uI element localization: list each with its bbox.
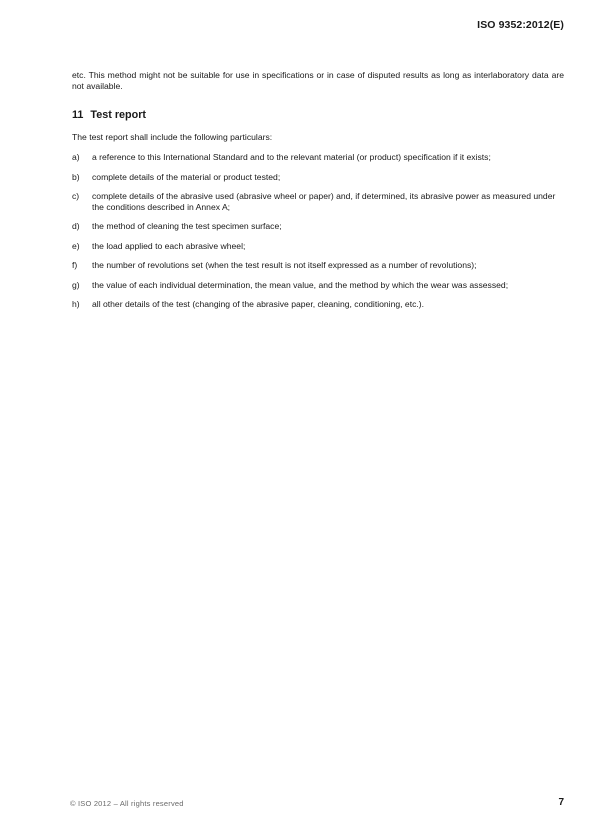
- particulars-list: [72, 152, 564, 310]
- page-footer: [0, 797, 564, 809]
- list-item: [72, 172, 564, 183]
- list-item: [72, 280, 564, 291]
- list-text: the method of cleaning the test specimen surface;: [92, 221, 282, 231]
- list-marker: e): [72, 240, 80, 251]
- list-item: [72, 221, 564, 232]
- list-marker: b): [72, 171, 80, 182]
- list-text: the number of revolutions set (when the test result is not itself expressed as a number of revolutions);: [92, 260, 477, 270]
- list-marker: a): [72, 152, 80, 162]
- list-text: a reference to this International Standard and to the relevant material (or product) specification if it exists;: [92, 152, 491, 162]
- continuation-paragraph: etc. This method might not be suitable for use in specifications or in case of disputed results as long as interlaboratory data are not available.: [72, 70, 564, 91]
- list-marker: h): [72, 299, 80, 309]
- section-heading: [72, 109, 564, 122]
- list-marker: g): [72, 279, 80, 290]
- list-item: [72, 260, 564, 271]
- list-marker: c): [72, 191, 80, 201]
- section-number: 11: [72, 109, 84, 121]
- list-text: the load applied to each abrasive wheel;: [92, 240, 246, 251]
- section-intro: The test report shall include the following particulars:: [72, 132, 273, 142]
- copyright-notice: © ISO 2012 – All rights reserved: [70, 799, 184, 808]
- list-item: [72, 152, 564, 163]
- list-marker: d): [72, 221, 80, 231]
- page-number: 7: [558, 797, 564, 808]
- section-title: Test report: [90, 109, 147, 121]
- document-reference: ISO 9352:2012(E): [477, 19, 564, 31]
- list-text: complete details of the abrasive used (abrasive wheel or paper) and, if determined, its abrasive power as measured under the conditions described in Annex A;: [92, 191, 556, 212]
- page-content: [72, 70, 564, 319]
- list-text: all other details of the test (changing of the abrasive paper, cleaning, conditioning, etc.).: [92, 299, 425, 309]
- list-item: [72, 299, 564, 310]
- list-item: [72, 191, 564, 212]
- list-text: complete details of the material or product tested;: [92, 171, 281, 182]
- list-marker: f): [72, 260, 78, 270]
- list-text: the value of each individual determination, the mean value, and the method by which the wear was assessed;: [92, 279, 509, 290]
- list-item: [72, 241, 564, 252]
